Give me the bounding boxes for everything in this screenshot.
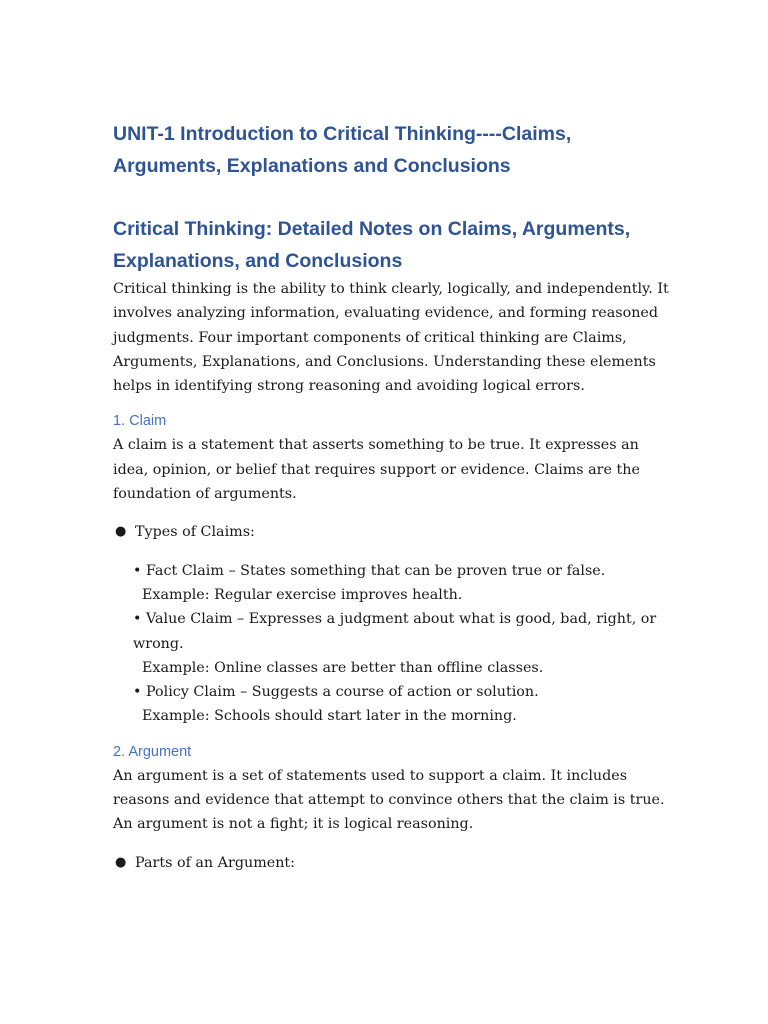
list-item: • Value Claim – Expresses a judgment about what is good, bad, right, or wrong.: [133, 611, 657, 652]
claim-types-list: [113, 559, 673, 729]
list-item: • Fact Claim – States something that can be proven true or false.: [133, 562, 606, 579]
bullet-dot-icon: ●: [115, 854, 127, 870]
argument-paragraph: An argument is a set of statements used to support a claim. It includes reasons and evidence that attempt to convince others that the claim is true. An argument is not a fight; it is logical reasoning.: [113, 767, 665, 833]
document-page: [113, 118, 673, 875]
claim-paragraph: A claim is a statement that asserts something to be true. It expresses an idea, opinion, or belief that requires support or evidence. Claims are the foundation of arguments.: [113, 437, 640, 503]
list-item: • Policy Claim – Suggests a course of action or solution.: [133, 684, 539, 701]
document-title: UNIT-1 Introduction to Critical Thinking----Claims, Arguments, Explanations and Conclusions: [113, 123, 572, 177]
bullet-types-of-claims: [113, 520, 673, 544]
intro-paragraph: Critical thinking is the ability to think clearly, logically, and independently. It involves analyzing information, evaluating evidence, and forming reasoned judgments. Four important components of critical thinking are Claims, Arguments, Explanations, and Conclusions. Understanding these elements helps in identifying strong reasoning and avoiding logical errors.: [113, 281, 669, 395]
list-item-example: Example: Online classes are better than offline classes.: [142, 659, 544, 676]
document-subtitle: Critical Thinking: Detailed Notes on Claims, Arguments, Explanations, and Conclusions: [113, 218, 631, 272]
bullet-label: Parts of an Argument:: [135, 854, 295, 871]
section-heading-argument: 2. Argument: [113, 743, 192, 760]
list-item-example: Example: Schools should start later in the morning.: [142, 708, 517, 725]
bullet-label: Types of Claims:: [135, 524, 255, 541]
bullet-parts-of-argument: [113, 851, 673, 875]
section-heading-claim: 1. Claim: [113, 413, 167, 430]
bullet-dot-icon: ●: [115, 524, 127, 540]
list-item-example: Example: Regular exercise improves health.: [142, 586, 463, 603]
